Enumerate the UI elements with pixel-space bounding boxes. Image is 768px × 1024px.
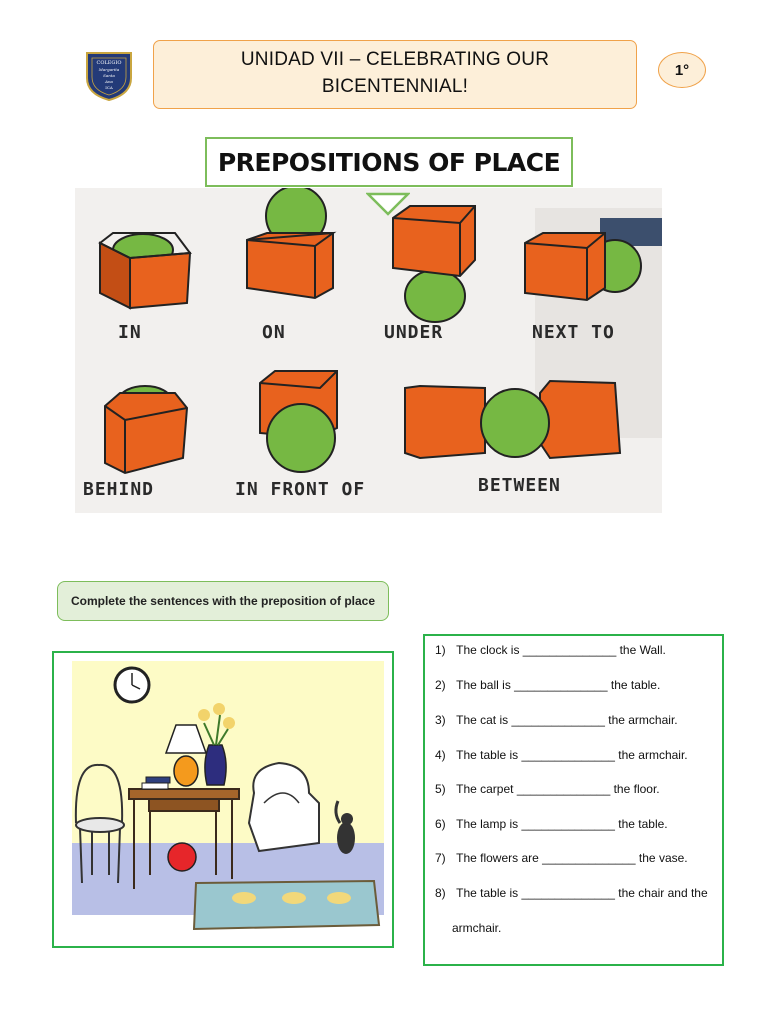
school-crest-logo: [84, 50, 134, 102]
on-illustration: [247, 188, 333, 298]
unit-title-line-2: BICENTENNIAL!: [321, 76, 469, 97]
unit-title-line-1: UNIDAD VII – CELEBRATING OUR: [240, 49, 550, 70]
in-illustration: [100, 233, 190, 308]
sentence-text: The ball is ______________ the table.: [456, 678, 661, 692]
sentence-5: [435, 782, 660, 796]
logo-text-1: COLEGIO: [96, 60, 122, 66]
prepositions-illustration: [75, 188, 662, 513]
label-on: ON: [262, 322, 286, 343]
label-in-front-of: IN FRONT OF: [235, 479, 366, 500]
grade-badge: 1°: [658, 52, 706, 88]
sentence-text: The clock is ______________ the Wall.: [456, 643, 666, 657]
label-between: BETWEEN: [478, 475, 561, 496]
label-in: IN: [118, 322, 142, 343]
sentence-number: 4): [435, 748, 446, 762]
sentence-text: The lamp is ______________ the table.: [456, 817, 668, 831]
sentence-8: [435, 886, 708, 900]
room-illustration: [52, 651, 394, 948]
sentence-number: 2): [435, 678, 446, 692]
sentences-box: [423, 634, 724, 966]
down-arrow-icon: [366, 192, 410, 216]
sentence-number: 1): [435, 643, 446, 657]
ball-icon: [168, 843, 196, 871]
label-next-to: NEXT TO: [532, 322, 615, 343]
sentence-8-continuation: armchair.: [452, 921, 502, 935]
sentence-text: The table is ______________ the chair and the: [456, 886, 708, 900]
sentence-number: 5): [435, 782, 446, 796]
under-illustration: [393, 206, 475, 322]
page-heading: PREPOSITIONS OF PLACE: [205, 137, 573, 187]
unit-title-box: [153, 40, 637, 109]
sentence-number: 3): [435, 713, 446, 727]
logo-text-3: Santa: [103, 73, 115, 78]
room-drawing: [54, 653, 391, 945]
sentence-7: [435, 851, 688, 865]
sentence-4: [435, 748, 688, 762]
logo-text-2: Margarita: [98, 67, 120, 72]
in-front-of-illustration: [260, 371, 337, 472]
sentence-text: The carpet ______________ the floor.: [456, 782, 660, 796]
logo-text-5: ICA: [105, 85, 113, 90]
behind-illustration: [105, 386, 187, 473]
sentence-number: 7): [435, 851, 446, 865]
sentence-text: The table is ______________ the armchair.: [456, 748, 688, 762]
sentence-1: [435, 643, 666, 657]
prepositions-drawings: [75, 188, 662, 513]
sentence-number: 8): [435, 886, 446, 900]
next-to-illustration: [525, 233, 641, 300]
sentence-text: The flowers are ______________ the vase.: [456, 851, 688, 865]
sentence-number: 6): [435, 817, 446, 831]
sentence-text: The cat is ______________ the armchair.: [456, 713, 678, 727]
instruction-label: Complete the sentences with the preposition of place: [57, 581, 389, 621]
sentence-3: [435, 713, 678, 727]
carpet-icon: [194, 881, 379, 929]
sentence-6: [435, 817, 668, 831]
label-under: UNDER: [384, 322, 444, 343]
sentence-2: [435, 678, 660, 692]
logo-text-4: Ana: [105, 79, 113, 84]
clock-icon: [115, 668, 149, 702]
label-behind: BEHIND: [83, 479, 155, 500]
between-illustration: [405, 381, 620, 458]
